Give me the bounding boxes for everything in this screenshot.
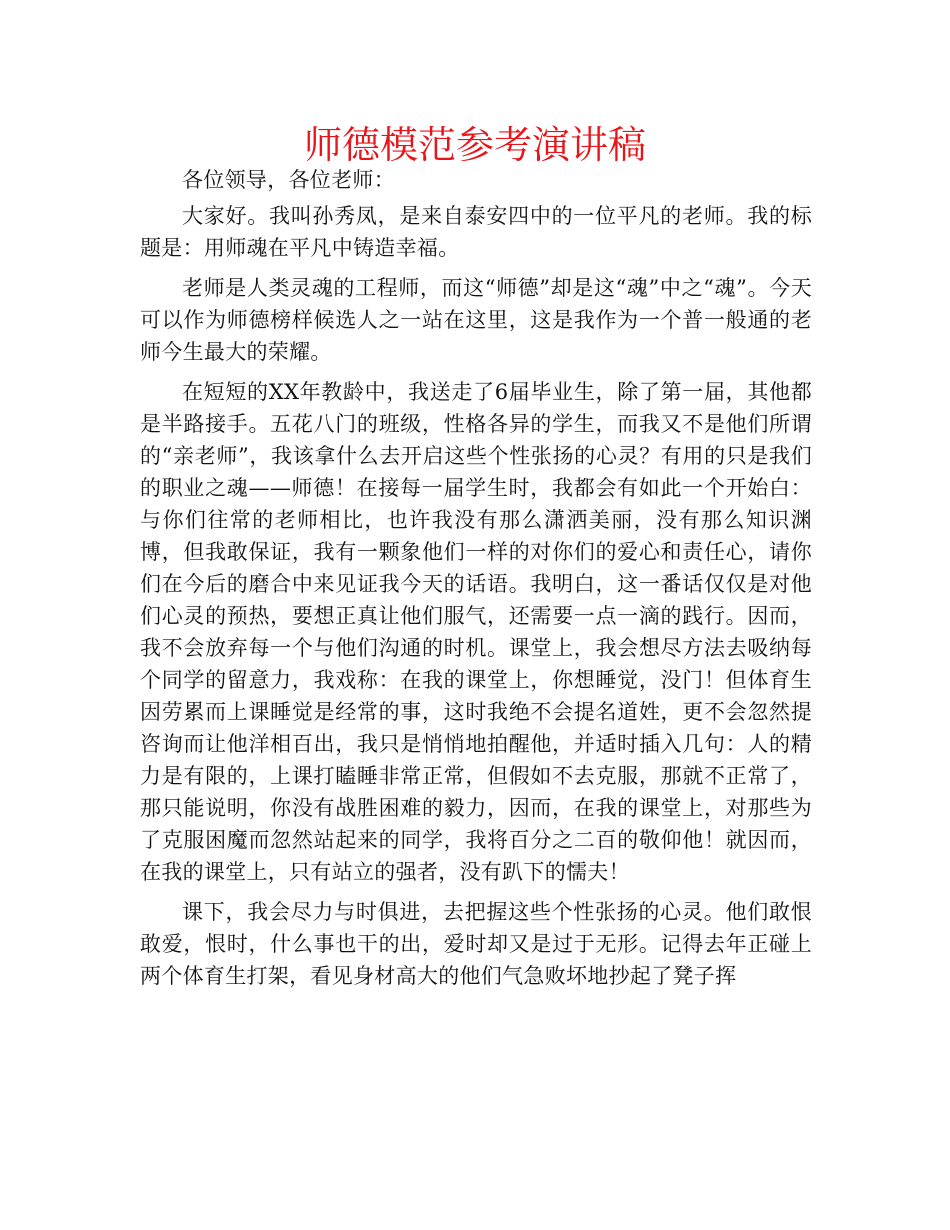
salutation-paragraph: 各位领导，各位老师： — [182, 168, 395, 192]
document-body — [140, 164, 812, 1000]
after-class-paragraph: 课下，我会尽力与时俱进，去把握这些个性张扬的心灵。他们敢恨敢爱，恨时，什么事也干的出，爱时却又是过于无形。记得去年正碰上两个体育生打架，看见身材高大的他们气急败坏地抄起了凳子挥 — [140, 900, 812, 988]
intro-paragraph: 老师是人类灵魂的工程师，而这“师德”却是这“魂”中之“魂”。今天可以作为师德榜样候选人之一站在这里，这是我作为一个普一般通的老师今生最大的荣耀。 — [140, 276, 812, 364]
greeting-paragraph: 大家好。我叫孙秀凤，是来自泰安四中的一位平凡的老师。我的标题是：用师魂在平凡中铸造幸福。 — [140, 204, 812, 260]
classroom-paragraph: 在短短的XX年教龄中，我送走了6届毕业生，除了第一届，其他都是半路接手。五花八门的班级，性格各异的学生，而我又不是他们所谓的“亲老师”，我该拿什么去开启这些个性张扬的心灵？有用的只是我们的职业之魂——师德！在接每一届学生时，我都会有如此一个开始白：与你们往常的老师相比，也许我没有那么潇洒美丽，没有那么知识渊博，但我敢保证，我有一颗象他们一样的对你们的爱心和责任心，请你们在今后的磨合中来见证我今天的话语。我明白，这一番话仅仅是对他们心灵的预热，要想正真让他们服气，还需要一点一滴的践行。因而，我不会放弃每一个与他们沟通的时机。课堂上，我会想尽方法去吸纳每个同学的留意力，我戏称：在我的课堂上，你想睡觉，没门！但体育生因劳累而上课睡觉是经常的事，这时我绝不会提名道姓，更不会忽然提咨询而让他洋相百出，我只是悄悄地拍醒他，并适时插入几句：人的精力是有限的，上课打瞌睡非常正常，但假如不去克服，那就不正常了，那只能说明，你没有战胜困难的毅力，因而，在我的课堂上，对那些为了克服困魔而忽然站起来的同学，我将百分之二百的敬仰他！就因而，在我的课堂上，只有站立的强者，没有趴下的懦夫！ — [140, 380, 812, 884]
document-title: 师德模范参考演讲稿 — [303, 123, 646, 167]
